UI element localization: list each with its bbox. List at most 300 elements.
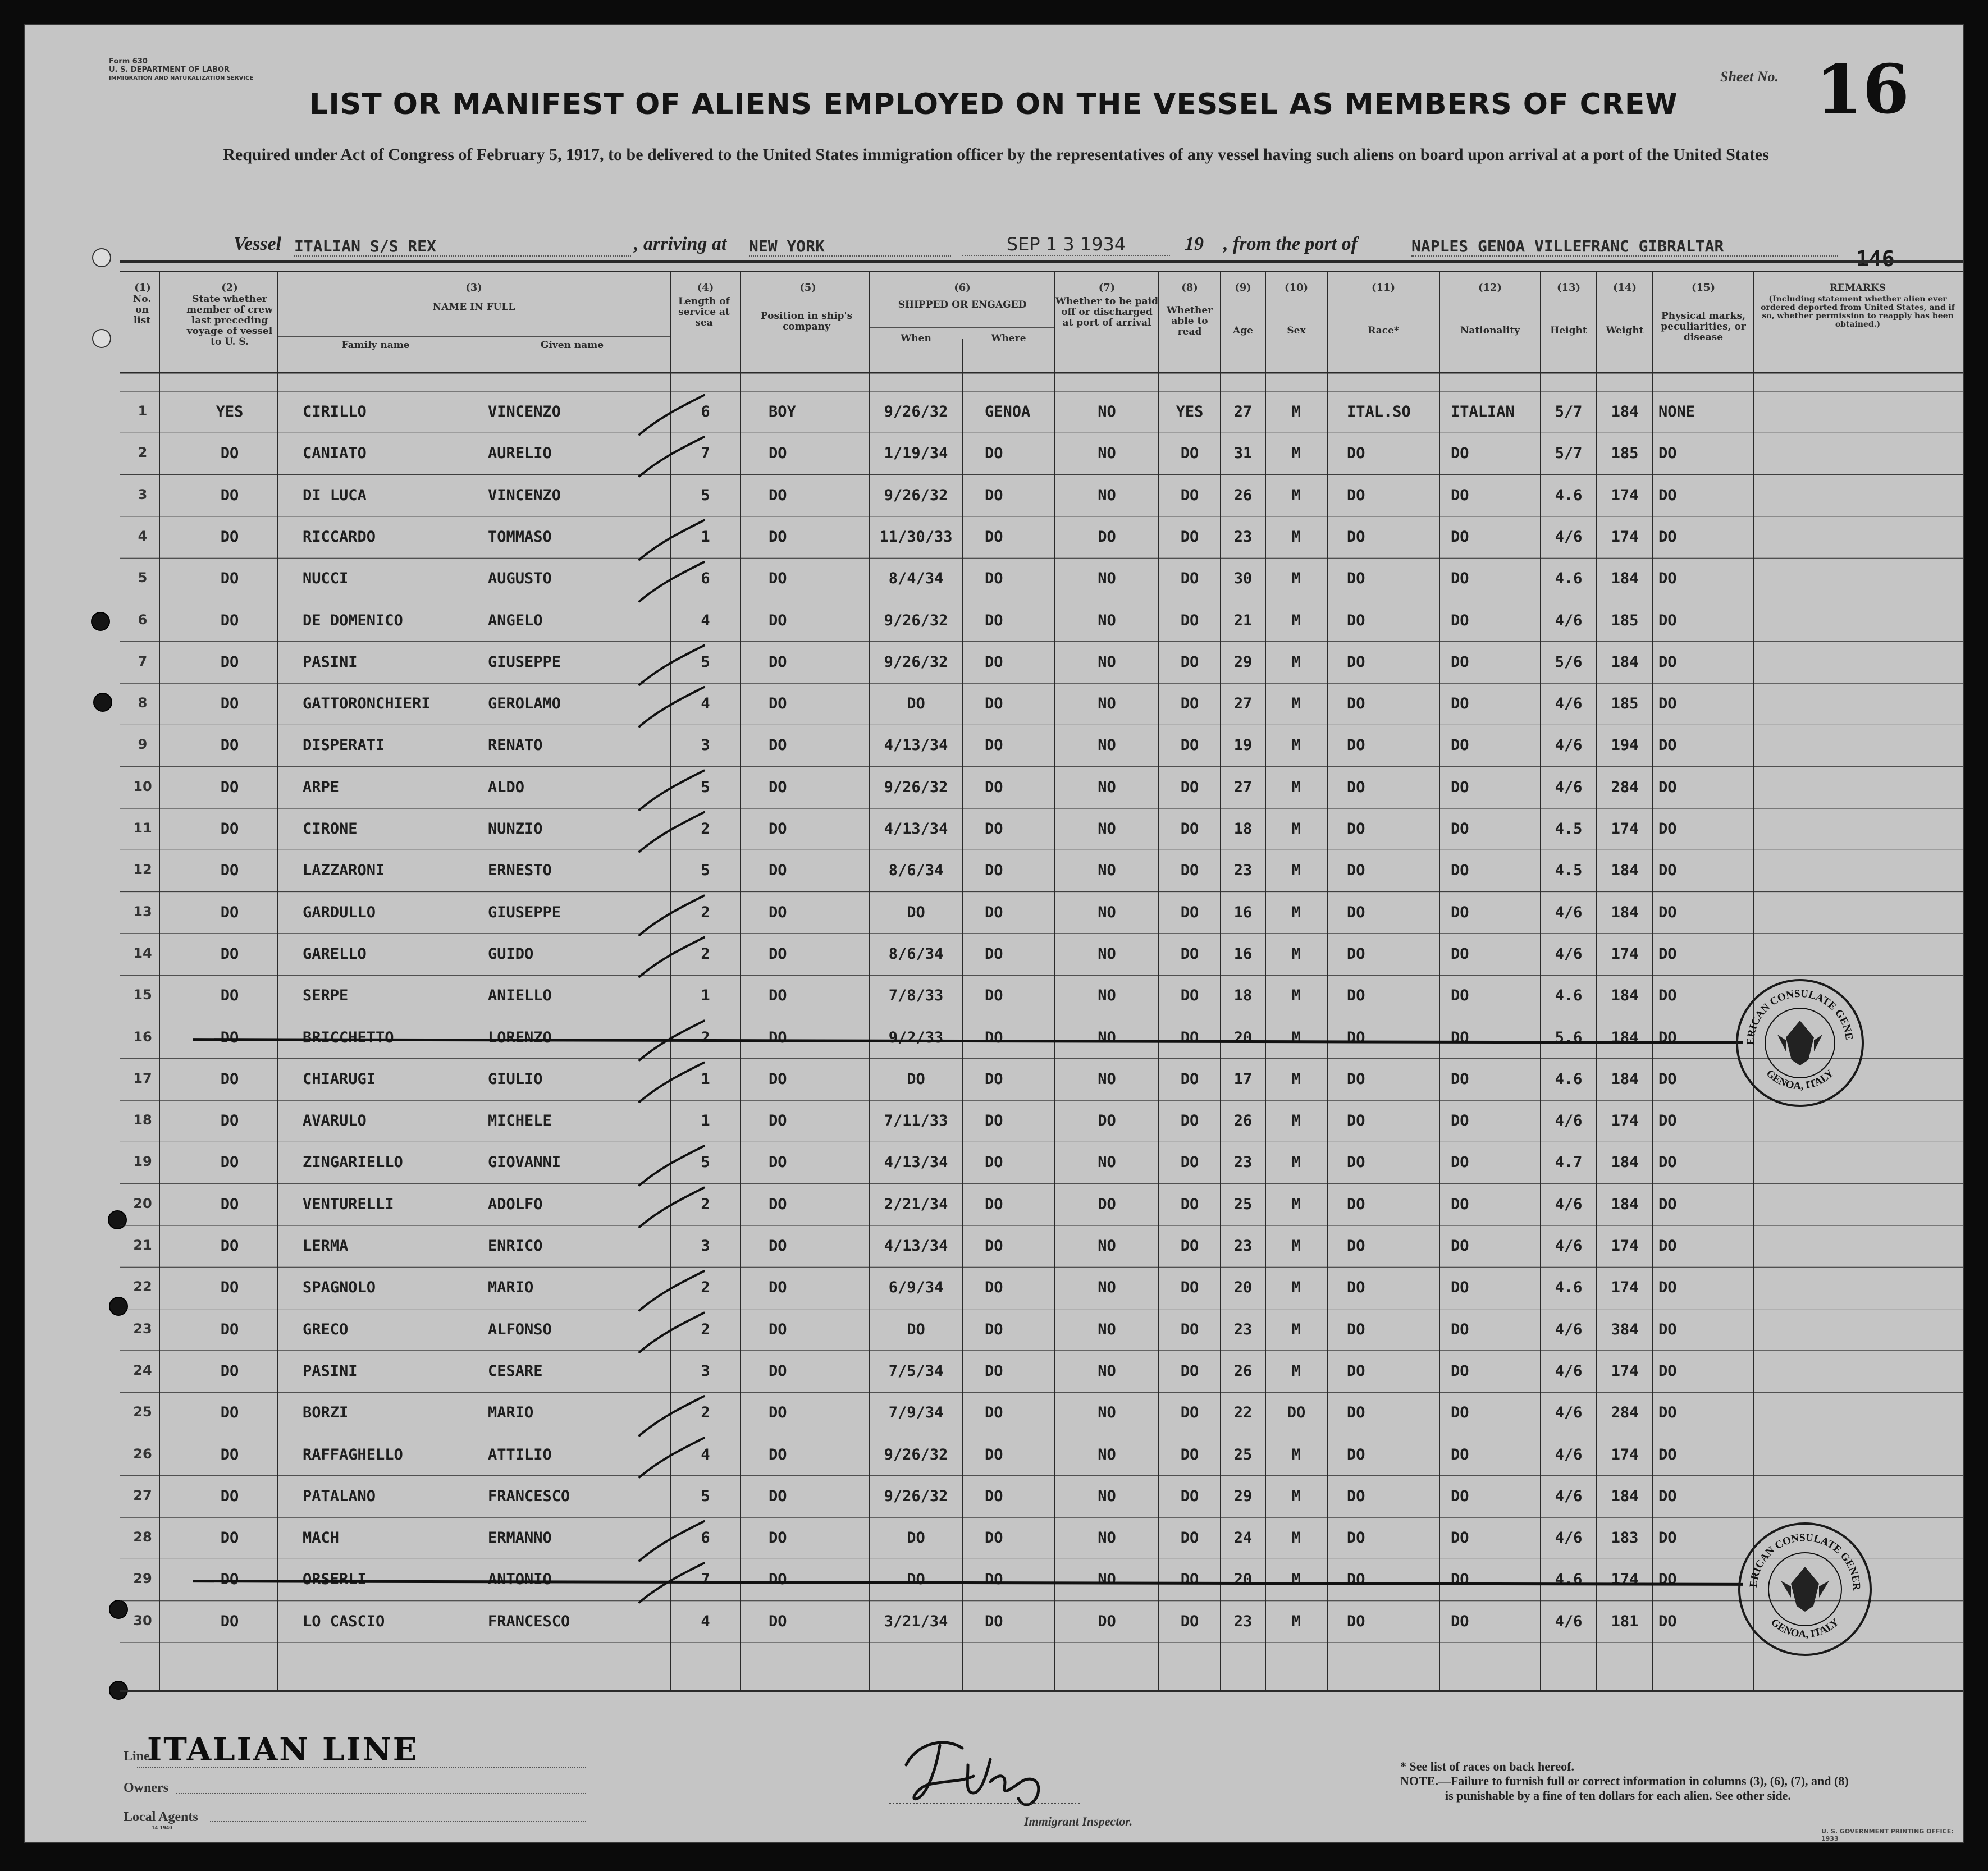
cell-sex: M (1291, 486, 1301, 504)
cell-sex: M (1291, 1112, 1301, 1130)
cell-state: DO (220, 862, 239, 880)
handwritten-slash (639, 1063, 704, 1102)
cell-state: DO (220, 1070, 239, 1088)
header-nationality: Nationality (1460, 325, 1520, 336)
cell-when: 6/9/34 (888, 1279, 944, 1297)
cell-paid: NO (1098, 695, 1116, 713)
cell-age: 18 (1233, 987, 1253, 1005)
handwritten-slash (639, 812, 704, 852)
cell-height: 4/6 (1555, 1237, 1583, 1255)
cell-where: DO (985, 820, 1003, 838)
header-remarks: REMARKS (1829, 282, 1886, 294)
cell-length: 3 (701, 1362, 710, 1380)
cell-sex: M (1291, 1612, 1301, 1630)
cell-position: DO (769, 570, 787, 588)
cell-state: DO (220, 987, 239, 1005)
cell-where: DO (985, 1612, 1003, 1630)
cell-sex: M (1291, 1070, 1301, 1088)
cell-age: 23 (1233, 1154, 1253, 1172)
cell-where: DO (985, 653, 1003, 671)
cell-family: RICCARDO (303, 528, 376, 546)
header-when: When (901, 333, 931, 344)
arriving-label: , arriving at (634, 234, 727, 254)
cell-race: DO (1347, 1612, 1365, 1630)
cell-length: 4 (701, 1612, 710, 1630)
cell-sex: M (1291, 1487, 1301, 1505)
cell-position: DO (769, 1320, 787, 1338)
header-where: Where (991, 333, 1026, 344)
cell-when: 2/21/34 (884, 1195, 948, 1213)
cell-position: DO (769, 1404, 787, 1422)
cell-nationality: DO (1451, 1112, 1469, 1130)
cell-state: DO (220, 1612, 239, 1630)
cell-length: 1 (701, 528, 710, 546)
cell-length: 2 (701, 1404, 710, 1422)
cell-age: 16 (1233, 945, 1253, 963)
cell-when: DO (907, 1320, 925, 1338)
cell-where: DO (985, 1404, 1003, 1422)
cell-no: 20 (133, 1195, 152, 1211)
cell-when: 11/30/33 (879, 528, 953, 546)
cell-weight: 185 (1611, 445, 1639, 463)
header-physical-marks: Physical marks, peculiarities, or disease (1661, 310, 1746, 343)
cell-weight: 184 (1611, 1028, 1639, 1046)
cell-given: GEROLAMO (488, 695, 561, 713)
header-able-to-read: Whether able to read (1166, 305, 1213, 337)
vessel-value: ITALIAN S/S REX (294, 237, 631, 257)
fine-note: is punishable by a fine of ten dollars for each alien. See other side. (1445, 1788, 1791, 1803)
cell-family: ARPE (303, 778, 340, 796)
cell-family: CIRILLO (303, 403, 367, 420)
handwritten-slash (639, 1146, 704, 1185)
cell-no: 13 (133, 903, 152, 920)
cell-length: 2 (701, 820, 710, 838)
cell-read: DO (1180, 1362, 1199, 1380)
cell-where: DO (985, 1112, 1003, 1130)
cell-age: 21 (1233, 611, 1253, 629)
cell-nationality: DO (1451, 1362, 1469, 1380)
cell-state: DO (220, 1154, 239, 1172)
cell-no: 23 (133, 1320, 152, 1337)
cell-race: DO (1347, 987, 1365, 1005)
cell-age: 27 (1233, 695, 1253, 713)
handwritten-slash (639, 1188, 704, 1227)
cell-sex: M (1291, 1571, 1301, 1589)
cell-height: 4/6 (1555, 736, 1583, 754)
handwritten-slash (639, 1438, 704, 1477)
cell-paid: NO (1098, 1070, 1116, 1088)
cell-where: GENOA (985, 403, 1031, 420)
cell-when: DO (907, 1070, 925, 1088)
cell-position: DO (769, 736, 787, 754)
cell-family: SPAGNOLO (303, 1279, 376, 1297)
cell-nationality: DO (1451, 1445, 1469, 1463)
header-position: Position in ship's company (760, 310, 853, 332)
cell-race: ITAL.SO (1347, 403, 1411, 420)
cell-when: 9/2/33 (888, 1028, 944, 1046)
cell-given: GIUSEPPE (488, 903, 561, 921)
cell-where: DO (985, 695, 1003, 713)
cell-position: DO (769, 1154, 787, 1172)
cell-nationality: DO (1451, 736, 1469, 754)
cell-sex: M (1291, 570, 1301, 588)
header-length-of-service: Length of service at sea (678, 296, 730, 328)
cell-position: DO (769, 1195, 787, 1213)
cell-length: 5 (701, 862, 710, 880)
column-number: (15) (1691, 282, 1716, 294)
cell-length: 5 (701, 1154, 710, 1172)
cell-length: 5 (701, 486, 710, 504)
cell-height: 4/6 (1555, 1320, 1583, 1338)
handwritten-slash (639, 896, 704, 935)
cell-no: 16 (133, 1028, 152, 1045)
cell-age: 26 (1233, 1112, 1253, 1130)
cell-position: DO (769, 611, 787, 629)
inspector-label: Immigrant Inspector. (1024, 1814, 1133, 1828)
cell-height: 4.6 (1555, 987, 1583, 1005)
handwritten-slash (639, 1396, 704, 1435)
cell-state: DO (220, 1445, 239, 1463)
column-number: (10) (1284, 282, 1309, 294)
cell-given: MICHELE (488, 1112, 552, 1130)
cell-where: DO (985, 1487, 1003, 1505)
cell-race: DO (1347, 570, 1365, 588)
cell-length: 1 (701, 1070, 710, 1088)
cell-weight: 184 (1611, 1487, 1639, 1505)
cell-family: CHIARUGI (303, 1070, 376, 1088)
seal-city: GENOA, ITALY (1768, 1616, 1841, 1641)
cell-length: 4 (701, 1445, 710, 1463)
cell-marks: DO (1658, 570, 1677, 588)
cell-given: ERNESTO (488, 862, 552, 880)
cell-where: DO (985, 1154, 1003, 1172)
cell-given: RENATO (488, 736, 543, 754)
printer-imprint: U. S. GOVERNMENT PRINTING OFFICE: 1933 (1821, 1828, 1954, 1842)
cell-race: DO (1347, 1070, 1365, 1088)
cell-no: 4 (138, 528, 148, 544)
header-height: Height (1550, 325, 1587, 336)
cell-age: 19 (1233, 736, 1253, 754)
cell-position: DO (769, 486, 787, 504)
cell-marks: DO (1658, 987, 1677, 1005)
cell-when: 4/13/34 (884, 1154, 948, 1172)
cell-read: DO (1180, 653, 1199, 671)
cell-family: AVARULO (303, 1112, 367, 1130)
cell-when: 9/26/32 (884, 1445, 948, 1463)
cell-weight: 174 (1611, 486, 1639, 504)
cell-race: DO (1347, 862, 1365, 880)
cell-height: 4/6 (1555, 611, 1583, 629)
cell-position: DO (769, 778, 787, 796)
cell-nationality: DO (1451, 987, 1469, 1005)
cell-age: 29 (1233, 1487, 1253, 1505)
cell-weight: 174 (1611, 1237, 1639, 1255)
vessel-label: Vessel (234, 234, 281, 254)
cell-nationality: DO (1451, 486, 1469, 504)
cell-marks: DO (1658, 1445, 1677, 1463)
cell-when: 8/6/34 (888, 862, 944, 880)
cell-age: 26 (1233, 486, 1253, 504)
handwritten-slash (639, 1521, 704, 1561)
cell-sex: M (1291, 903, 1301, 921)
cell-paid: DO (1098, 1112, 1116, 1130)
cell-read: DO (1180, 736, 1199, 754)
cell-where: DO (985, 445, 1003, 463)
cell-sex: M (1291, 653, 1301, 671)
cell-position: BOY (769, 403, 796, 420)
cell-when: DO (907, 1529, 925, 1547)
seal-text: ERICAN CONSULATE GENER (1747, 1531, 1863, 1591)
column-number: (9) (1235, 282, 1251, 294)
cell-state: DO (220, 903, 239, 921)
cell-family: DE DOMENICO (303, 611, 403, 629)
cell-read: DO (1180, 903, 1199, 921)
cell-given: TOMMASO (488, 528, 552, 546)
cell-height: 4/6 (1555, 903, 1583, 921)
cell-age: 22 (1233, 1404, 1253, 1422)
header-paid-off: Whether to be paid off or discharged at port of arrival (1055, 296, 1159, 328)
cell-no: 18 (133, 1112, 152, 1128)
cell-read: DO (1180, 1612, 1199, 1630)
cell-sex: M (1291, 820, 1301, 838)
cell-weight: 174 (1611, 1571, 1639, 1589)
cell-no: 12 (133, 862, 152, 878)
cell-age: 31 (1233, 445, 1253, 463)
cell-no: 11 (133, 820, 152, 836)
cell-state: DO (220, 945, 239, 963)
cell-paid: NO (1098, 570, 1116, 588)
cell-no: 1 (138, 403, 148, 419)
cell-state: DO (220, 528, 239, 546)
cell-read: DO (1180, 1404, 1199, 1422)
line-underline (137, 1767, 586, 1768)
cell-given: FRANCESCO (488, 1487, 570, 1505)
cell-state: DO (220, 736, 239, 754)
cell-weight: 174 (1611, 1445, 1639, 1463)
cell-paid: NO (1098, 1529, 1116, 1547)
cell-nationality: DO (1451, 1028, 1469, 1046)
cell-marks: DO (1658, 1487, 1677, 1505)
cell-given: VINCENZO (488, 486, 561, 504)
cell-paid: NO (1098, 445, 1116, 463)
cell-race: DO (1347, 528, 1365, 546)
cell-no: 17 (133, 1070, 152, 1086)
cell-race: DO (1347, 445, 1365, 463)
cell-marks: DO (1658, 778, 1677, 796)
cell-position: DO (769, 653, 787, 671)
cell-race: DO (1347, 736, 1365, 754)
cell-nationality: DO (1451, 820, 1469, 838)
cell-marks: DO (1658, 862, 1677, 880)
column-number: (8) (1181, 282, 1198, 294)
cell-state: DO (220, 1279, 239, 1297)
cell-family: CIRONE (303, 820, 358, 838)
cell-nationality: DO (1451, 653, 1469, 671)
cell-marks: DO (1658, 653, 1677, 671)
cell-sex: M (1291, 987, 1301, 1005)
cell-given: GUIDO (488, 945, 534, 963)
cell-given: ALDO (488, 778, 525, 796)
cell-where: DO (985, 862, 1003, 880)
cell-when: 7/5/34 (888, 1362, 944, 1380)
cell-family: BRICCHETTO (303, 1028, 394, 1046)
cell-height: 4.6 (1555, 1279, 1583, 1297)
cell-when: 7/11/33 (884, 1112, 948, 1130)
cell-sex: M (1291, 945, 1301, 963)
cell-given: ADOLFO (488, 1195, 543, 1213)
seal-city: GENOA, ITALY (1763, 1067, 1836, 1092)
handwritten-slash (639, 437, 704, 476)
cell-height: 5.6 (1555, 1028, 1583, 1046)
cell-sex: M (1291, 445, 1301, 463)
handwritten-marks (25, 25, 1963, 1842)
cell-no: 5 (138, 570, 148, 586)
cell-height: 4.7 (1555, 1154, 1583, 1172)
handwritten-slash (639, 1271, 704, 1310)
header-remarks-note: (Including statement whether alien ever ordered deported from United States, and if so, whether permission to reapply has been obtained.) (1761, 295, 1955, 329)
cell-length: 6 (701, 403, 710, 420)
form-line-2: U. S. DEPARTMENT OF LABOR (109, 66, 230, 74)
cell-length: 5 (701, 778, 710, 796)
cell-no: 21 (133, 1237, 152, 1253)
cell-paid: NO (1098, 820, 1116, 838)
cell-given: GIULIO (488, 1070, 543, 1088)
cell-read: DO (1180, 1154, 1199, 1172)
cell-race: DO (1347, 1154, 1365, 1172)
header-state-whether: State whether member of crew last preceding voyage of vessel to U. S. (186, 294, 273, 347)
cell-nationality: DO (1451, 611, 1469, 629)
failure-note: NOTE.—Failure to furnish full or correct information in columns (3), (6), (7), and (8) (1400, 1774, 1849, 1788)
cell-position: DO (769, 820, 787, 838)
manifest-sheet (24, 24, 1964, 1843)
cell-height: 4.6 (1555, 1070, 1583, 1088)
cell-weight: 184 (1611, 1070, 1639, 1088)
cell-nationality: DO (1451, 1237, 1469, 1255)
cell-height: 4/6 (1555, 1487, 1583, 1505)
column-number: (5) (799, 282, 816, 294)
cell-length: 2 (701, 1028, 710, 1046)
page-title: LIST OR MANIFEST OF ALIENS EMPLOYED ON THE VESSEL AS MEMBERS OF CREW (309, 88, 1678, 121)
sheet-number: 16 (1816, 50, 1909, 129)
cell-read: DO (1180, 1487, 1199, 1505)
cell-paid: NO (1098, 1487, 1116, 1505)
cell-family: PASINI (303, 653, 358, 671)
cell-marks: DO (1658, 1070, 1677, 1088)
cell-length: 7 (701, 445, 710, 463)
cell-weight: 194 (1611, 736, 1639, 754)
cell-no: 3 (138, 486, 148, 502)
cell-paid: DO (1098, 528, 1116, 546)
cell-sex: M (1291, 403, 1301, 420)
cell-when: 9/26/32 (884, 486, 948, 504)
cell-read: DO (1180, 1112, 1199, 1130)
column-number: (7) (1098, 282, 1116, 294)
cell-family: GARELLO (303, 945, 367, 963)
line-label: Line (124, 1749, 150, 1764)
cell-position: DO (769, 1279, 787, 1297)
cell-marks: DO (1658, 695, 1677, 713)
cell-nationality: DO (1451, 1195, 1469, 1213)
cell-height: 4/6 (1555, 1362, 1583, 1380)
cell-race: DO (1347, 1279, 1365, 1297)
cell-given: VINCENZO (488, 403, 561, 420)
cell-where: DO (985, 945, 1003, 963)
cell-weight: 174 (1611, 1279, 1639, 1297)
cell-sex: M (1291, 695, 1301, 713)
column-number: (4) (697, 282, 714, 294)
cell-when: 8/6/34 (888, 945, 944, 963)
cell-nationality: DO (1451, 695, 1469, 713)
cell-marks: DO (1658, 611, 1677, 629)
cell-read: DO (1180, 528, 1199, 546)
cell-when: 9/26/32 (884, 1487, 948, 1505)
cell-marks: DO (1658, 903, 1677, 921)
column-number: (2) (221, 282, 238, 294)
cell-weight: 185 (1611, 695, 1639, 713)
cell-read: YES (1176, 403, 1204, 420)
cell-paid: NO (1098, 1028, 1116, 1046)
cell-age: 23 (1233, 1612, 1253, 1630)
column-number: (13) (1556, 282, 1581, 294)
cell-where: DO (985, 987, 1003, 1005)
cell-age: 16 (1233, 903, 1253, 921)
cell-paid: NO (1098, 1404, 1116, 1422)
cell-family: PATALANO (303, 1487, 376, 1505)
owners-line (176, 1793, 586, 1794)
cell-no: 19 (133, 1154, 152, 1170)
cell-weight: 174 (1611, 945, 1639, 963)
header-weight: Weight (1606, 325, 1644, 336)
cell-sex: M (1291, 1028, 1301, 1046)
page-number: 146 (1856, 246, 1895, 271)
cell-sex: M (1291, 1445, 1301, 1463)
handwritten-slash (639, 771, 704, 810)
header-no-on-list: No. on list (132, 294, 152, 326)
cell-state: DO (220, 1571, 239, 1589)
cell-race: DO (1347, 653, 1365, 671)
cell-state: YES (216, 403, 244, 420)
cell-no: 27 (133, 1487, 152, 1503)
arriving-value: NEW YORK (749, 237, 951, 257)
cell-where: DO (985, 528, 1003, 546)
cell-no: 15 (133, 987, 152, 1003)
cell-age: 27 (1233, 778, 1253, 796)
cell-marks: DO (1658, 1154, 1677, 1172)
cell-height: 5/7 (1555, 445, 1583, 463)
cell-height: 4/6 (1555, 945, 1583, 963)
cell-state: DO (220, 820, 239, 838)
cell-race: DO (1347, 695, 1365, 713)
cell-height: 4/6 (1555, 1529, 1583, 1547)
cell-nationality: DO (1451, 1279, 1469, 1297)
cell-state: DO (220, 1195, 239, 1213)
handwritten-slash (639, 520, 704, 560)
cell-nationality: DO (1451, 1404, 1469, 1422)
cell-age: 18 (1233, 820, 1253, 838)
cell-length: 4 (701, 611, 710, 629)
cell-family: GATTORONCHIERI (303, 695, 431, 713)
cell-marks: DO (1658, 486, 1677, 504)
cell-age: 23 (1233, 528, 1253, 546)
cell-nationality: DO (1451, 570, 1469, 588)
cell-length: 2 (701, 1320, 710, 1338)
cell-length: 1 (701, 1112, 710, 1130)
seal-text: ERICAN CONSULATE GENE (1744, 987, 1855, 1045)
cell-sex: M (1291, 611, 1301, 629)
cell-age: 26 (1233, 1362, 1253, 1380)
cell-marks: DO (1658, 1112, 1677, 1130)
cell-given: MARIO (488, 1404, 534, 1422)
